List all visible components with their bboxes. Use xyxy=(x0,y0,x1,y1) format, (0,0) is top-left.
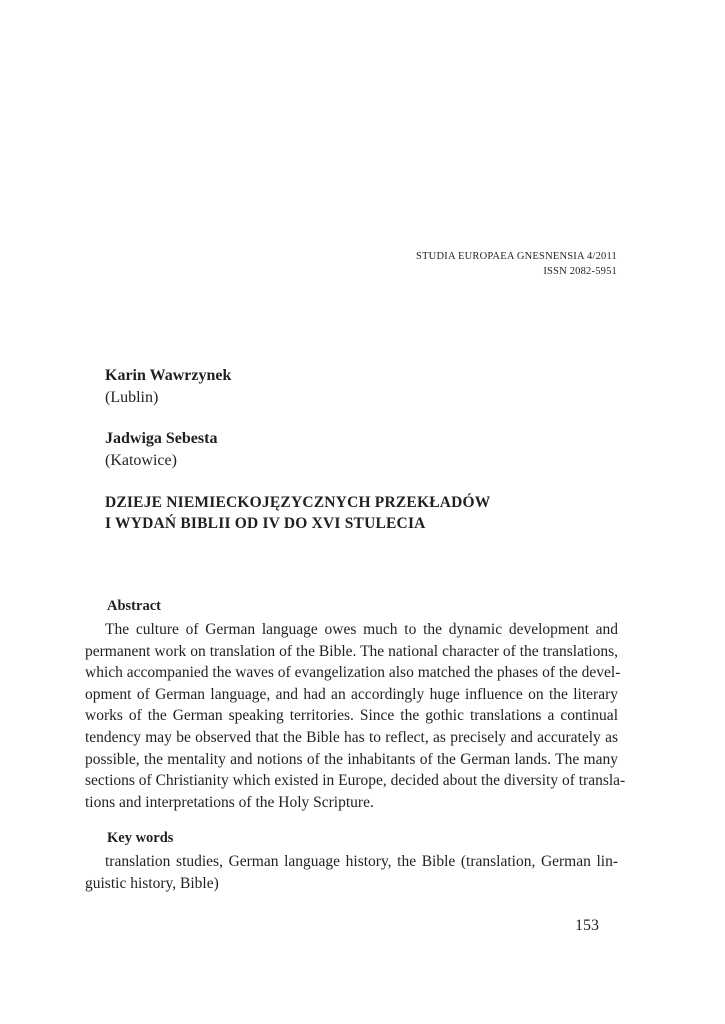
abstract-line: tendency may be observed that the Bible has to reflect, as precisely and accurately as xyxy=(85,728,618,746)
abstract-line: tions and interpretations of the Holy Scripture. xyxy=(85,793,374,811)
abstract-heading: Abstract xyxy=(107,598,161,614)
page-number: 153 xyxy=(575,917,599,934)
journal-name: STUDIA EUROPAEA GNESNENSIA 4/2011 xyxy=(416,251,617,262)
author-affiliation: (Lublin) xyxy=(105,389,159,406)
keywords-line: translation studies, German language history, the Bible (translation, German lin- xyxy=(105,853,618,870)
author-name: Jadwiga Sebesta xyxy=(105,430,218,447)
abstract-line: The culture of German language owes much to the dynamic development and xyxy=(105,621,618,638)
abstract-line: permanent work on translation of the Bible. The national character of the translations, xyxy=(85,642,618,660)
abstract-text xyxy=(85,619,626,813)
author-affiliation: (Katowice) xyxy=(105,452,177,469)
abstract-line: which accompanied the waves of evangelization also matched the phases of the devel- xyxy=(85,664,621,682)
keywords-line: guistic history, Bible) xyxy=(85,874,219,892)
title-line: I WYDAŃ BIBLII OD IV DO XVI STULECIA xyxy=(105,515,426,532)
author-block xyxy=(105,428,217,472)
title-line: DZIEJE NIEMIECKOJĘZYCZNYCH PRZEKŁADÓW xyxy=(105,494,491,511)
author-block xyxy=(105,365,231,409)
journal-header xyxy=(416,249,617,279)
abstract-line: possible, the mentality and notions of the inhabitants of the German lands. The many xyxy=(85,750,618,768)
keywords-heading: Key words xyxy=(107,830,174,846)
keywords-text xyxy=(85,851,618,894)
author-name: Karin Wawrzynek xyxy=(105,367,232,384)
article-title xyxy=(105,492,490,534)
abstract-line: opment of German language, and had an accordingly huge influence on the literary xyxy=(85,685,618,703)
journal-issn: ISSN 2082-5951 xyxy=(543,266,617,277)
abstract-line: sections of Christianity which existed in Europe, decided about the diversity of transla- xyxy=(85,772,626,790)
abstract-line: works of the German speaking territories. Since the gothic translations a continual xyxy=(85,707,618,725)
